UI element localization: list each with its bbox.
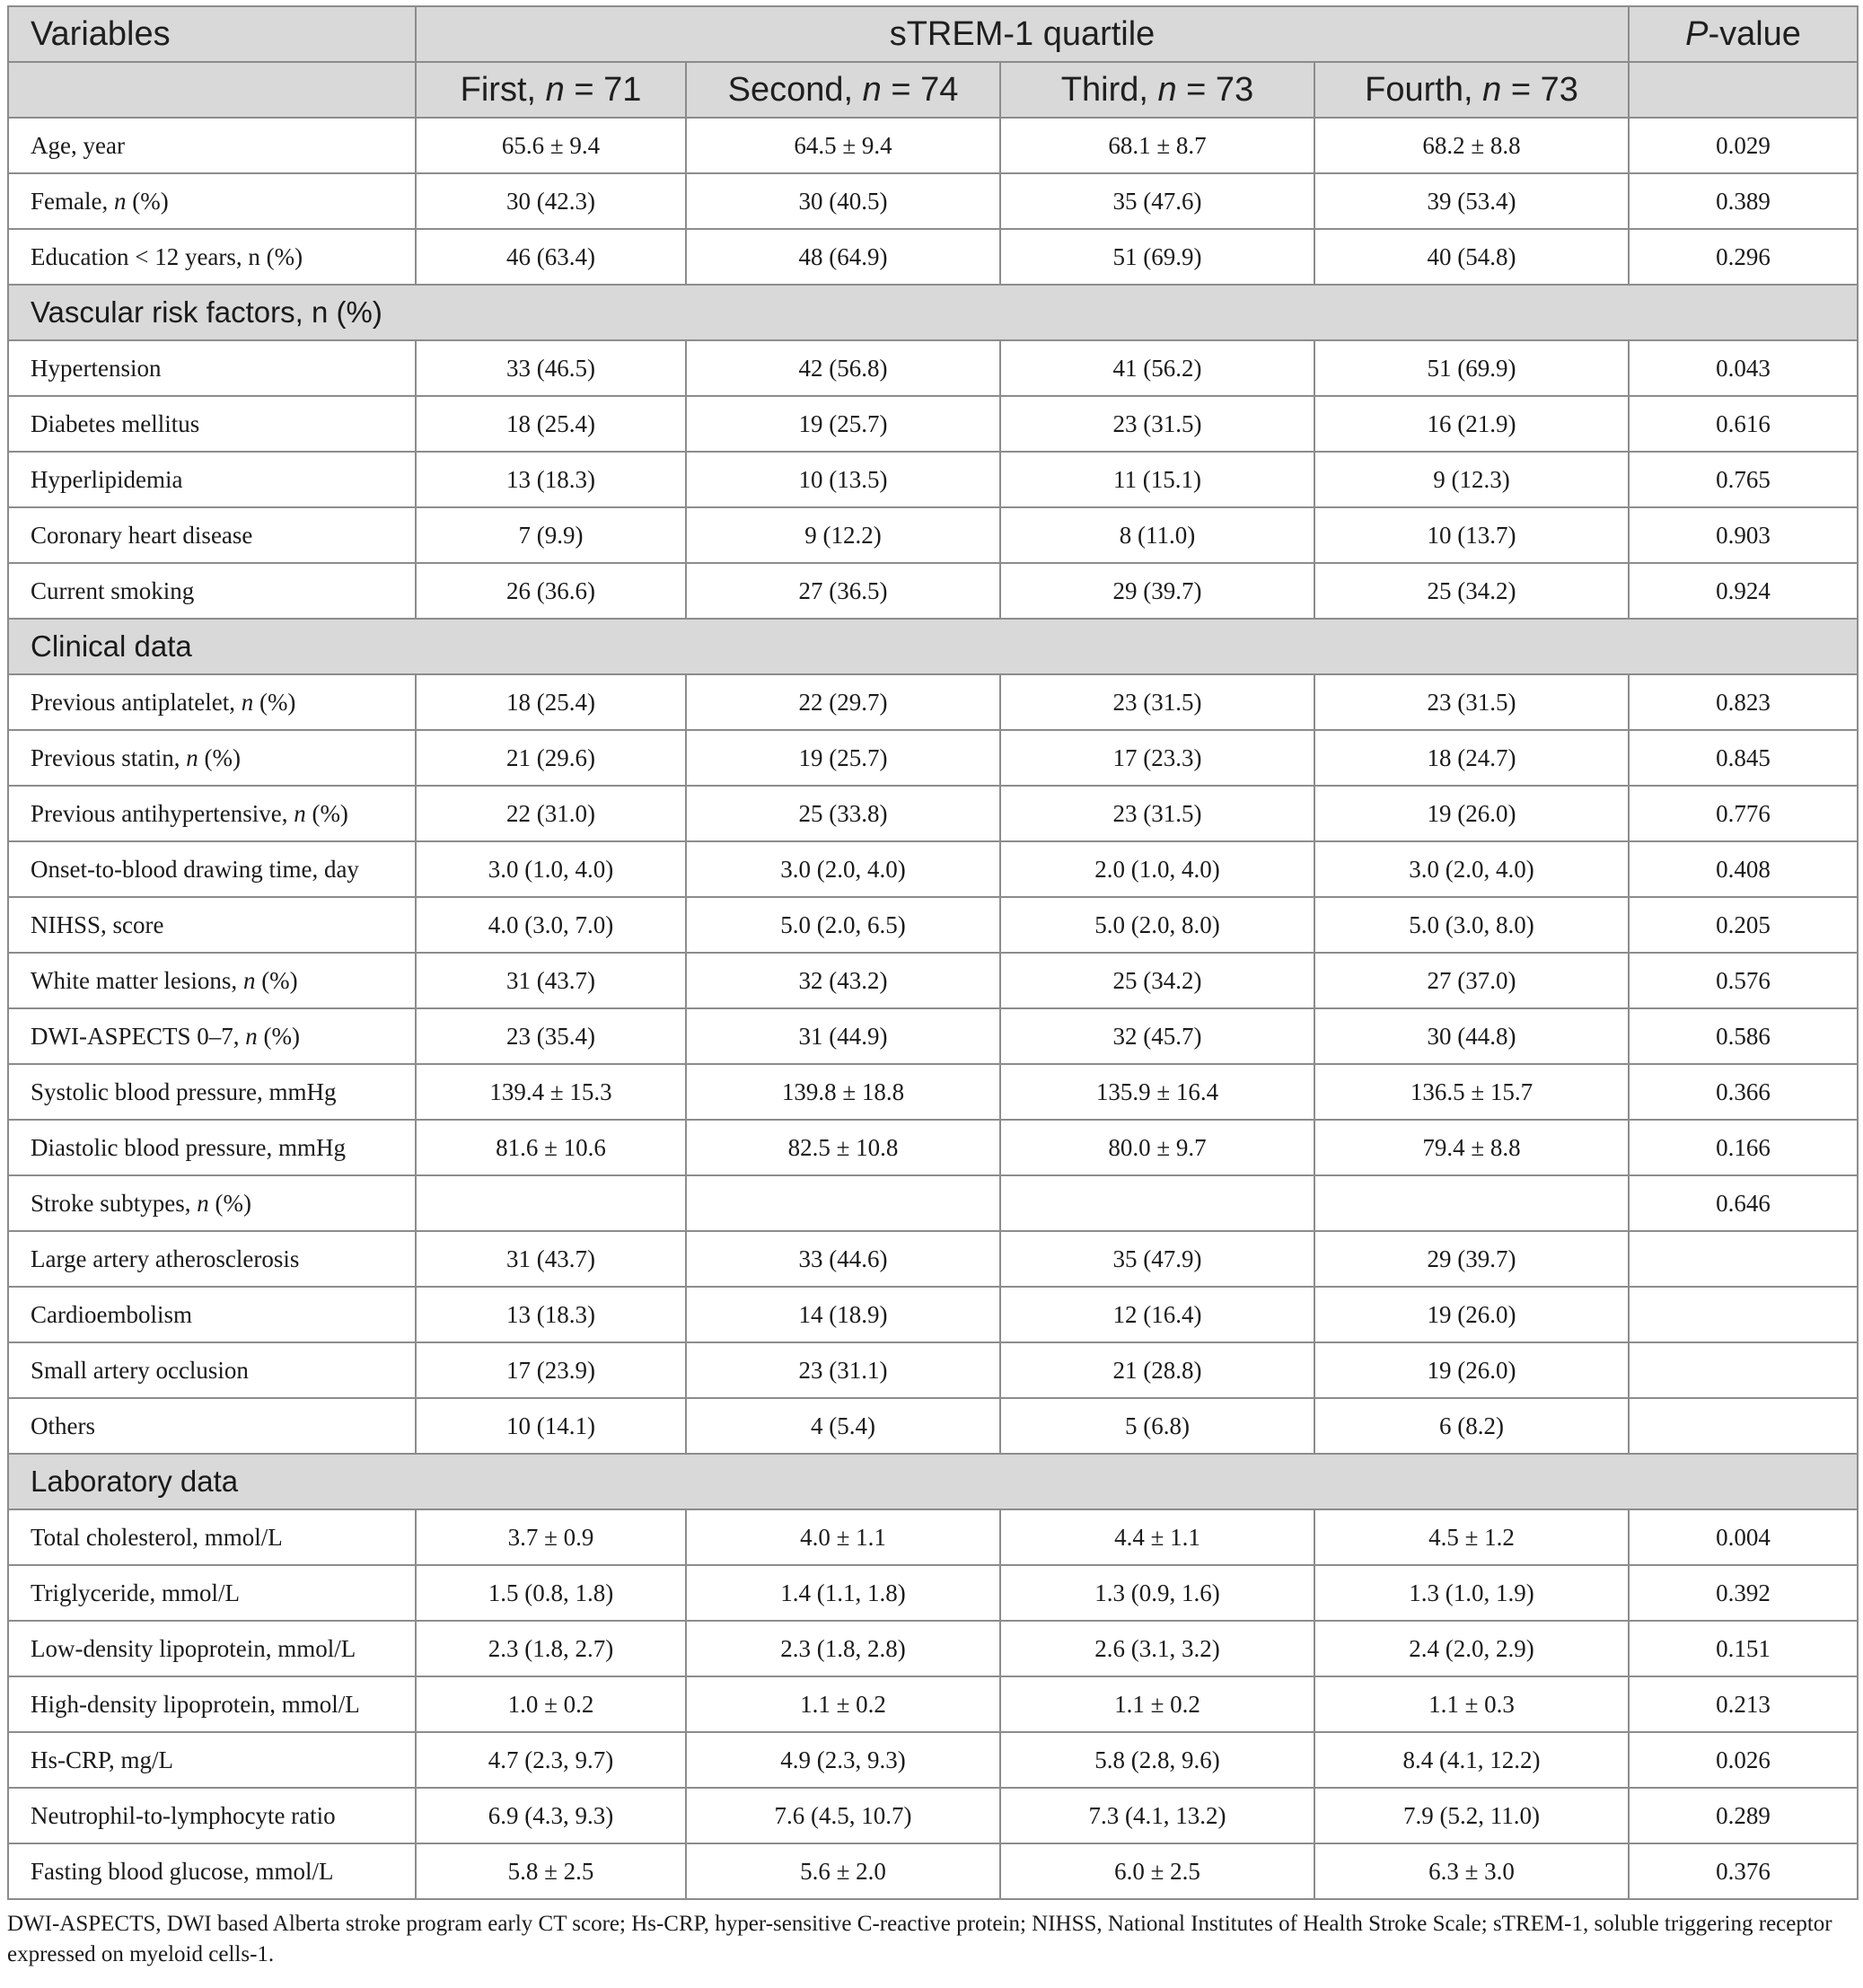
quartile-value-cell: 25 (34.2)	[1314, 563, 1629, 619]
table-row	[8, 1342, 1858, 1398]
quartile-value-cell: 27 (37.0)	[1314, 953, 1629, 1008]
row-label: Systolic blood pressure, mmHg	[8, 1064, 416, 1120]
quartile-value-cell: 35 (47.9)	[1000, 1231, 1314, 1287]
quartile-value-cell: 5.8 (2.8, 9.6)	[1000, 1732, 1314, 1788]
row-label-suffix: (%)	[305, 799, 348, 827]
quartile-value-cell: 1.1 ± 0.2	[686, 1676, 1000, 1732]
table-row	[8, 897, 1858, 953]
quartile-value-cell: 5.0 (3.0, 8.0)	[1314, 897, 1629, 953]
row-label	[8, 730, 416, 786]
table-footnote: DWI-ASPECTS, DWI based Alberta stroke program early CT score; Hs-CRP, hyper-sensitive C-reactive protein; NIHSS, National Institutes of Health Stroke Scale; sTREM-1, soluble triggering receptor expressed on myeloid cells-1.	[7, 1912, 1832, 1966]
quartile-value-cell: 7.3 (4.1, 13.2)	[1000, 1788, 1314, 1843]
quartile-value-cell: 19 (25.7)	[686, 730, 1000, 786]
quartile-value-cell: 18 (25.4)	[416, 674, 686, 730]
row-label-suffix: (%)	[255, 966, 298, 994]
header-row-2	[8, 62, 1858, 118]
p-value-cell: 0.903	[1629, 507, 1858, 563]
quartile-value-cell: 31 (43.7)	[416, 1231, 686, 1287]
quartile-value-cell: 19 (25.7)	[686, 396, 1000, 452]
quartile-value-cell: 4.0 (3.0, 7.0)	[416, 897, 686, 953]
quartile-value-cell: 11 (15.1)	[1000, 452, 1314, 507]
table-row	[8, 173, 1858, 229]
table-row	[8, 1788, 1858, 1843]
quartile-value-cell: 1.3 (0.9, 1.6)	[1000, 1565, 1314, 1621]
p-value-cell: 0.392	[1629, 1565, 1858, 1621]
quartile-value-cell: 82.5 ± 10.8	[686, 1120, 1000, 1175]
quartile-value-cell: 46 (63.4)	[416, 229, 686, 285]
table-row	[8, 1509, 1858, 1565]
row-label	[8, 1175, 416, 1231]
row-label: Others	[8, 1398, 416, 1454]
row-label: Hs-CRP, mg/L	[8, 1732, 416, 1788]
quartile-value-cell: 4.9 (2.3, 9.3)	[686, 1732, 1000, 1788]
quartile-value-cell: 33 (46.5)	[416, 340, 686, 396]
quartile-value-cell: 19 (26.0)	[1314, 1342, 1629, 1398]
quartile-value-cell: 2.3 (1.8, 2.8)	[686, 1621, 1000, 1676]
row-label: Coronary heart disease	[8, 507, 416, 563]
quartile-value-cell: 21 (28.8)	[1000, 1342, 1314, 1398]
table-row	[8, 1676, 1858, 1732]
row-label-italic: n	[197, 1189, 209, 1217]
quartile-value-cell: 7 (9.9)	[416, 507, 686, 563]
quartile-value-cell: 48 (64.9)	[686, 229, 1000, 285]
table-row	[8, 674, 1858, 730]
p-value-cell: 0.026	[1629, 1732, 1858, 1788]
quartile-value-cell: 19 (26.0)	[1314, 1287, 1629, 1342]
table-container	[7, 5, 1857, 1970]
p-value-cell: 0.029	[1629, 118, 1858, 173]
quartile-value-cell: 1.3 (1.0, 1.9)	[1314, 1565, 1629, 1621]
quartile-value-cell: 32 (43.2)	[686, 953, 1000, 1008]
table-row	[8, 953, 1858, 1008]
row-label-text: Previous antiplatelet,	[31, 688, 242, 716]
quartile-value-cell: 4 (5.4)	[686, 1398, 1000, 1454]
table-row	[8, 118, 1858, 173]
p-value-cell: 0.166	[1629, 1120, 1858, 1175]
quartile-value-cell: 81.6 ± 10.6	[416, 1120, 686, 1175]
quartile-value-cell: 64.5 ± 9.4	[686, 118, 1000, 173]
quartile-value-cell: 68.1 ± 8.7	[1000, 118, 1314, 173]
quartile-value-cell: 35 (47.6)	[1000, 173, 1314, 229]
quartile-value-cell: 10 (13.5)	[686, 452, 1000, 507]
table-row	[8, 1008, 1858, 1064]
section-header-row	[8, 285, 1858, 340]
header-group: sTREM-1 quartile	[416, 6, 1629, 62]
row-label: Current smoking	[8, 563, 416, 619]
header-quartile-third: Third, n = 73	[1000, 62, 1314, 118]
section-header-row	[8, 619, 1858, 674]
quartile-value-cell: 4.7 (2.3, 9.7)	[416, 1732, 686, 1788]
quartile-value-cell	[416, 1175, 686, 1231]
section-title: Clinical data	[8, 619, 1858, 674]
table-row	[8, 841, 1858, 897]
quartile-value-cell: 29 (39.7)	[1314, 1231, 1629, 1287]
row-label	[8, 1008, 416, 1064]
row-label-suffix: (%)	[198, 743, 241, 771]
table-row	[8, 452, 1858, 507]
p-value-cell: 0.389	[1629, 173, 1858, 229]
table-row	[8, 1287, 1858, 1342]
quartile-value-cell: 7.6 (4.5, 10.7)	[686, 1788, 1000, 1843]
quartile-value-cell: 22 (31.0)	[416, 786, 686, 841]
quartile-value-cell: 2.6 (3.1, 3.2)	[1000, 1621, 1314, 1676]
quartile-value-cell: 1.4 (1.1, 1.8)	[686, 1565, 1000, 1621]
quartile-value-cell: 25 (33.8)	[686, 786, 1000, 841]
p-value-cell: 0.616	[1629, 396, 1858, 452]
p-value-cell: 0.576	[1629, 953, 1858, 1008]
quartile-value-cell: 139.4 ± 15.3	[416, 1064, 686, 1120]
quartile-value-cell: 26 (36.6)	[416, 563, 686, 619]
p-value-cell: 0.004	[1629, 1509, 1858, 1565]
quartile-value-cell: 4.5 ± 1.2	[1314, 1509, 1629, 1565]
quartile-value-cell: 80.0 ± 9.7	[1000, 1120, 1314, 1175]
quartile-value-cell: 23 (31.5)	[1000, 674, 1314, 730]
table-row	[8, 1120, 1858, 1175]
quartile-value-cell: 23 (31.5)	[1000, 396, 1314, 452]
quartile-value-cell: 31 (43.7)	[416, 953, 686, 1008]
p-value-cell: 0.823	[1629, 674, 1858, 730]
quartile-value-cell: 5.0 (2.0, 8.0)	[1000, 897, 1314, 953]
p-value-cell: 0.765	[1629, 452, 1858, 507]
p-value-cell	[1629, 1342, 1858, 1398]
row-label	[8, 173, 416, 229]
table-row	[8, 786, 1858, 841]
row-label-italic: n	[186, 743, 198, 771]
row-label: Neutrophil-to-lymphocyte ratio	[8, 1788, 416, 1843]
table-row	[8, 730, 1858, 786]
quartile-value-cell: 139.8 ± 18.8	[686, 1064, 1000, 1120]
row-label-suffix: (%)	[126, 187, 169, 215]
p-value-cell	[1629, 1398, 1858, 1454]
row-label-text: Stroke subtypes,	[31, 1189, 198, 1217]
header-quartile-second: Second, n = 74	[686, 62, 1000, 118]
quartile-value-cell: 22 (29.7)	[686, 674, 1000, 730]
quartile-value-cell: 79.4 ± 8.8	[1314, 1120, 1629, 1175]
row-label: Hyperlipidemia	[8, 452, 416, 507]
row-label-italic: n	[294, 799, 306, 827]
p-value-cell: 0.043	[1629, 340, 1858, 396]
row-label	[8, 786, 416, 841]
header-quartile-first: First, n = 71	[416, 62, 686, 118]
quartile-value-cell: 16 (21.9)	[1314, 396, 1629, 452]
row-label: NIHSS, score	[8, 897, 416, 953]
row-label: Total cholesterol, mmol/L	[8, 1509, 416, 1565]
quartile-value-cell: 8 (11.0)	[1000, 507, 1314, 563]
quartile-value-cell: 23 (31.5)	[1000, 786, 1314, 841]
quartile-value-cell: 9 (12.3)	[1314, 452, 1629, 507]
section-header-row	[8, 1454, 1858, 1509]
table-row	[8, 563, 1858, 619]
quartile-value-cell: 30 (44.8)	[1314, 1008, 1629, 1064]
table-header	[8, 6, 1858, 118]
quartile-value-cell: 12 (16.4)	[1000, 1287, 1314, 1342]
row-label: Diastolic blood pressure, mmHg	[8, 1120, 416, 1175]
quartile-value-cell: 6.3 ± 3.0	[1314, 1843, 1629, 1899]
table-row	[8, 1398, 1858, 1454]
quartile-value-cell: 3.7 ± 0.9	[416, 1509, 686, 1565]
quartile-value-cell: 5.6 ± 2.0	[686, 1843, 1000, 1899]
row-label-text: Previous antihypertensive,	[31, 799, 294, 827]
table-row	[8, 1843, 1858, 1899]
quartile-value-cell: 5.8 ± 2.5	[416, 1843, 686, 1899]
p-value-cell: 0.151	[1629, 1621, 1858, 1676]
quartile-value-cell: 1.1 ± 0.2	[1000, 1676, 1314, 1732]
quartile-value-cell: 17 (23.3)	[1000, 730, 1314, 786]
quartile-value-cell: 136.5 ± 15.7	[1314, 1064, 1629, 1120]
quartile-value-cell: 18 (24.7)	[1314, 730, 1629, 786]
table-row	[8, 1565, 1858, 1621]
quartile-value-cell: 17 (23.9)	[416, 1342, 686, 1398]
quartile-value-cell: 6.9 (4.3, 9.3)	[416, 1788, 686, 1843]
quartile-value-cell: 23 (31.1)	[686, 1342, 1000, 1398]
table-row	[8, 1621, 1858, 1676]
quartile-value-cell: 21 (29.6)	[416, 730, 686, 786]
table-row	[8, 396, 1858, 452]
header-quartile-fourth: Fourth, n = 73	[1314, 62, 1629, 118]
section-title: Laboratory data	[8, 1454, 1858, 1509]
quartile-value-cell: 2.0 (1.0, 4.0)	[1000, 841, 1314, 897]
quartile-value-cell: 33 (44.6)	[686, 1231, 1000, 1287]
quartile-value-cell: 3.0 (1.0, 4.0)	[416, 841, 686, 897]
quartile-value-cell: 65.6 ± 9.4	[416, 118, 686, 173]
quartile-value-cell: 14 (18.9)	[686, 1287, 1000, 1342]
quartile-value-cell: 3.0 (2.0, 4.0)	[686, 841, 1000, 897]
row-label-suffix: (%)	[208, 1189, 251, 1217]
header-row-1	[8, 6, 1858, 62]
p-value-cell: 0.646	[1629, 1175, 1858, 1231]
quartile-value-cell: 18 (25.4)	[416, 396, 686, 452]
table-row	[8, 229, 1858, 285]
row-label	[8, 953, 416, 1008]
table-row	[8, 1231, 1858, 1287]
quartile-value-cell: 4.0 ± 1.1	[686, 1509, 1000, 1565]
table-row	[8, 340, 1858, 396]
header-empty-right	[1629, 62, 1858, 118]
quartile-value-cell: 40 (54.8)	[1314, 229, 1629, 285]
row-label-text: Previous statin,	[31, 743, 187, 771]
quartile-value-cell: 4.4 ± 1.1	[1000, 1509, 1314, 1565]
quartile-value-cell: 27 (36.5)	[686, 563, 1000, 619]
quartile-value-cell	[1000, 1175, 1314, 1231]
quartile-value-cell: 23 (35.4)	[416, 1008, 686, 1064]
quartile-value-cell: 23 (31.5)	[1314, 674, 1629, 730]
row-label-italic: n	[242, 966, 256, 994]
quartile-value-cell: 9 (12.2)	[686, 507, 1000, 563]
p-value-cell: 0.376	[1629, 1843, 1858, 1899]
row-label: Low-density lipoprotein, mmol/L	[8, 1621, 416, 1676]
table-row	[8, 507, 1858, 563]
header-p-italic: P	[1685, 14, 1709, 53]
p-value-cell	[1629, 1287, 1858, 1342]
quartile-value-cell: 31 (44.9)	[686, 1008, 1000, 1064]
header-empty-left	[8, 62, 416, 118]
p-value-cell: 0.408	[1629, 841, 1858, 897]
quartile-value-cell: 8.4 (4.1, 12.2)	[1314, 1732, 1629, 1788]
header-p-value	[1629, 6, 1858, 62]
quartile-value-cell: 1.1 ± 0.3	[1314, 1676, 1629, 1732]
row-label: Hypertension	[8, 340, 416, 396]
p-value-cell	[1629, 1231, 1858, 1287]
row-label: Fasting blood glucose, mmol/L	[8, 1843, 416, 1899]
p-value-cell: 0.924	[1629, 563, 1858, 619]
table-body	[8, 118, 1858, 1899]
table-row	[8, 1175, 1858, 1231]
row-label-text: DWI-ASPECTS 0–7,	[31, 1022, 246, 1050]
row-label: Age, year	[8, 118, 416, 173]
row-label: Cardioembolism	[8, 1287, 416, 1342]
quartile-value-cell: 13 (18.3)	[416, 452, 686, 507]
quartile-value-cell: 10 (13.7)	[1314, 507, 1629, 563]
p-value-cell: 0.205	[1629, 897, 1858, 953]
row-label-italic: n	[241, 688, 254, 716]
p-value-cell: 0.296	[1629, 229, 1858, 285]
p-value-cell: 0.845	[1629, 730, 1858, 786]
quartile-value-cell: 51 (69.9)	[1000, 229, 1314, 285]
quartile-value-cell: 6.0 ± 2.5	[1000, 1843, 1314, 1899]
row-label-suffix: (%)	[257, 1022, 300, 1050]
quartile-value-cell: 41 (56.2)	[1000, 340, 1314, 396]
row-label: Diabetes mellitus	[8, 396, 416, 452]
quartile-value-cell: 30 (42.3)	[416, 173, 686, 229]
table-row	[8, 1732, 1858, 1788]
quartile-value-cell: 32 (45.7)	[1000, 1008, 1314, 1064]
row-label-text: White matter lesions,	[31, 966, 243, 994]
row-label: High-density lipoprotein, mmol/L	[8, 1676, 416, 1732]
row-label-text: Female,	[31, 187, 114, 215]
header-p-rest: -value	[1708, 14, 1801, 53]
row-label: Education < 12 years, n (%)	[8, 229, 416, 285]
quartile-value-cell: 5 (6.8)	[1000, 1398, 1314, 1454]
quartile-value-cell: 2.4 (2.0, 2.9)	[1314, 1621, 1629, 1676]
quartile-value-cell: 30 (40.5)	[686, 173, 1000, 229]
quartile-value-cell: 1.0 ± 0.2	[416, 1676, 686, 1732]
p-value-cell: 0.213	[1629, 1676, 1858, 1732]
header-variables: Variables	[8, 6, 416, 62]
section-title: Vascular risk factors, n (%)	[8, 285, 1858, 340]
row-label-suffix: (%)	[253, 688, 296, 716]
row-label: Triglyceride, mmol/L	[8, 1565, 416, 1621]
p-value-cell: 0.366	[1629, 1064, 1858, 1120]
row-label	[8, 674, 416, 730]
row-label-italic: n	[245, 1022, 258, 1050]
row-label-italic: n	[113, 187, 127, 215]
p-value-cell: 0.776	[1629, 786, 1858, 841]
p-value-cell: 0.289	[1629, 1788, 1858, 1843]
quartile-value-cell: 19 (26.0)	[1314, 786, 1629, 841]
row-label: Large artery atherosclerosis	[8, 1231, 416, 1287]
quartile-value-cell	[686, 1175, 1000, 1231]
row-label: Small artery occlusion	[8, 1342, 416, 1398]
quartile-value-cell: 5.0 (2.0, 6.5)	[686, 897, 1000, 953]
quartile-value-cell: 25 (34.2)	[1000, 953, 1314, 1008]
quartile-value-cell: 68.2 ± 8.8	[1314, 118, 1629, 173]
quartile-value-cell: 3.0 (2.0, 4.0)	[1314, 841, 1629, 897]
table-row	[8, 1064, 1858, 1120]
quartile-value-cell: 135.9 ± 16.4	[1000, 1064, 1314, 1120]
quartile-value-cell: 39 (53.4)	[1314, 173, 1629, 229]
quartile-value-cell: 6 (8.2)	[1314, 1398, 1629, 1454]
quartile-value-cell: 2.3 (1.8, 2.7)	[416, 1621, 686, 1676]
baseline-characteristics-table	[7, 5, 1859, 1900]
quartile-value-cell: 42 (56.8)	[686, 340, 1000, 396]
quartile-value-cell: 29 (39.7)	[1000, 563, 1314, 619]
quartile-value-cell: 51 (69.9)	[1314, 340, 1629, 396]
quartile-value-cell: 1.5 (0.8, 1.8)	[416, 1565, 686, 1621]
row-label: Onset-to-blood drawing time, day	[8, 841, 416, 897]
quartile-value-cell: 10 (14.1)	[416, 1398, 686, 1454]
quartile-value-cell: 13 (18.3)	[416, 1287, 686, 1342]
p-value-cell: 0.586	[1629, 1008, 1858, 1064]
quartile-value-cell	[1314, 1175, 1629, 1231]
quartile-value-cell: 7.9 (5.2, 11.0)	[1314, 1788, 1629, 1843]
